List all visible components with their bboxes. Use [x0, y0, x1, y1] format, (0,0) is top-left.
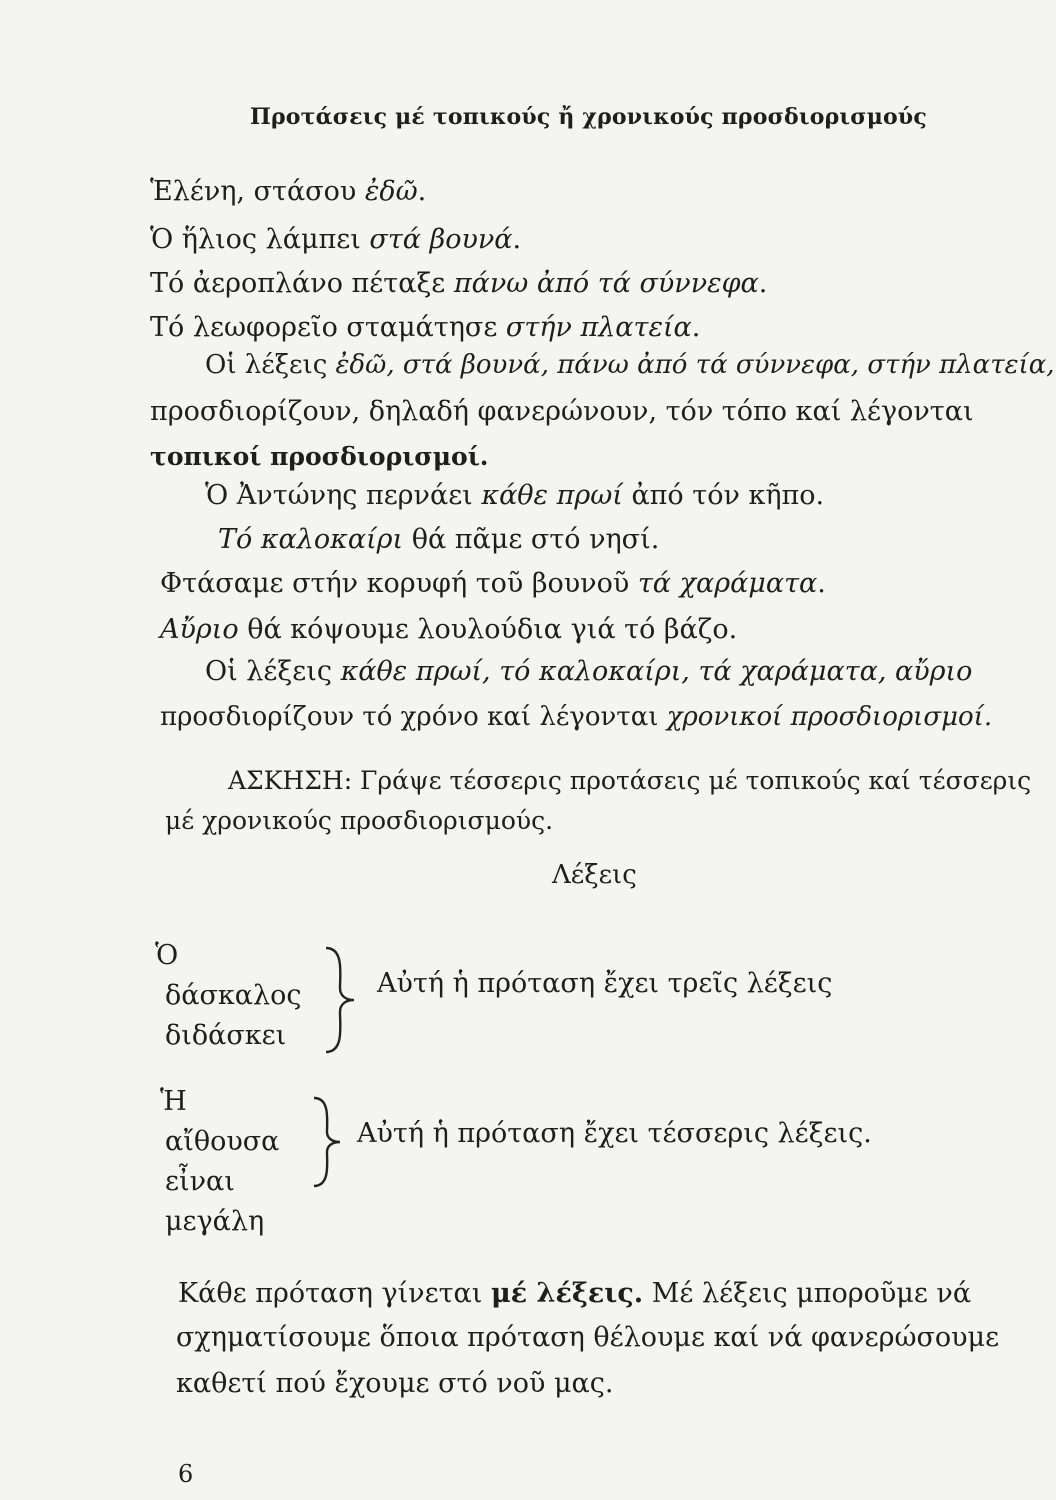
time-explanation-line1: Οἱ λέξεις κάθε πρωί, τό καλοκαίρι, τά χαράματα, αὔριο — [205, 656, 973, 687]
group2-word-3: εἶναι — [165, 1166, 235, 1197]
exercise-line1: ΑΣΚΗΣΗ: Γράψε τέσσερις προτάσεις μέ τοπικούς καί τέσσερις — [228, 766, 1032, 795]
place-example-2: Ὁ ἥλιος λάμπει στά βουνά. — [150, 224, 522, 255]
time-example-2: Τό καλοκαίρι θά πᾶμε στό νησί. — [218, 524, 660, 555]
words-heading: Λέξεις — [552, 860, 637, 890]
group1-word-2: δάσκαλος — [165, 980, 302, 1011]
exercise-line2: μέ χρονικούς προσδιορισμούς. — [165, 806, 554, 835]
time-example-4: Αὔριο θά κόψουμε λουλούδια γιά τό βάζο. — [160, 614, 738, 645]
group2-word-4: μεγάλη — [165, 1206, 265, 1237]
page-number: 6 — [178, 1460, 194, 1488]
group2-word-2: αἴθουσα — [165, 1126, 280, 1157]
place-example-1: Ἑλένη, στάσου ἐδῶ. — [150, 176, 427, 207]
group2-note: Αὐτή ἡ πρόταση ἔχει τέσσερις λέξεις. — [357, 1118, 872, 1149]
conclusion-line1: Κάθε πρόταση γίνεται μέ λέξεις. Μέ λέξεις μποροῦμε νά — [178, 1278, 972, 1309]
group2-brace — [310, 1094, 350, 1190]
place-example-4: Τό λεωφορεῖο σταμάτησε στήν πλατεία. — [150, 312, 701, 343]
time-example-3: Φτάσαμε στήν κορυφή τοῦ βουνοῦ τά χαράματα. — [160, 568, 826, 599]
group1-brace — [322, 944, 362, 1056]
group2-word-1: Ἡ — [160, 1086, 187, 1117]
place-explanation-line2: προσδιορίζουν, δηλαδή φανερώνουν, τόν τόπο καί λέγονται — [150, 396, 974, 427]
place-example-3: Τό ἀεροπλάνο πέταξε πάνω ἀπό τά σύννεφα. — [150, 268, 768, 299]
conclusion-line2: σχηματίσουμε ὅποια πρόταση θέλουμε καί νά φανερώσουμε — [176, 1322, 1000, 1353]
time-explanation-line2: προσδιορίζουν τό χρόνο καί λέγονται χρονικοί προσδιορισμοί. — [160, 702, 993, 732]
group1-note: Αὐτή ἡ πρόταση ἔχει τρεῖς λέξεις — [377, 968, 833, 999]
group1-word-1: Ὁ — [155, 940, 179, 971]
group1-word-3: διδάσκει — [165, 1020, 287, 1051]
conclusion-line3: καθετί πού ἔχουμε στό νοῦ μας. — [176, 1368, 614, 1399]
exercise-label: ΑΣΚΗΣΗ — [228, 766, 344, 795]
place-explanation-line1: Οἱ λέξεις ἐδῶ, στά βουνά, πάνω ἀπό τά σύννεφα, στήν πλατεία, — [205, 350, 1055, 380]
section-title: Προτάσεις μέ τοπικούς ἤ χρονικούς προσδιορισμούς — [250, 104, 927, 130]
place-term: τοπικοί προσδιορισμοί. — [150, 442, 489, 471]
time-example-1: Ὁ Ἀντώνης περνάει κάθε πρωί ἀπό τόν κῆπο. — [205, 480, 825, 511]
